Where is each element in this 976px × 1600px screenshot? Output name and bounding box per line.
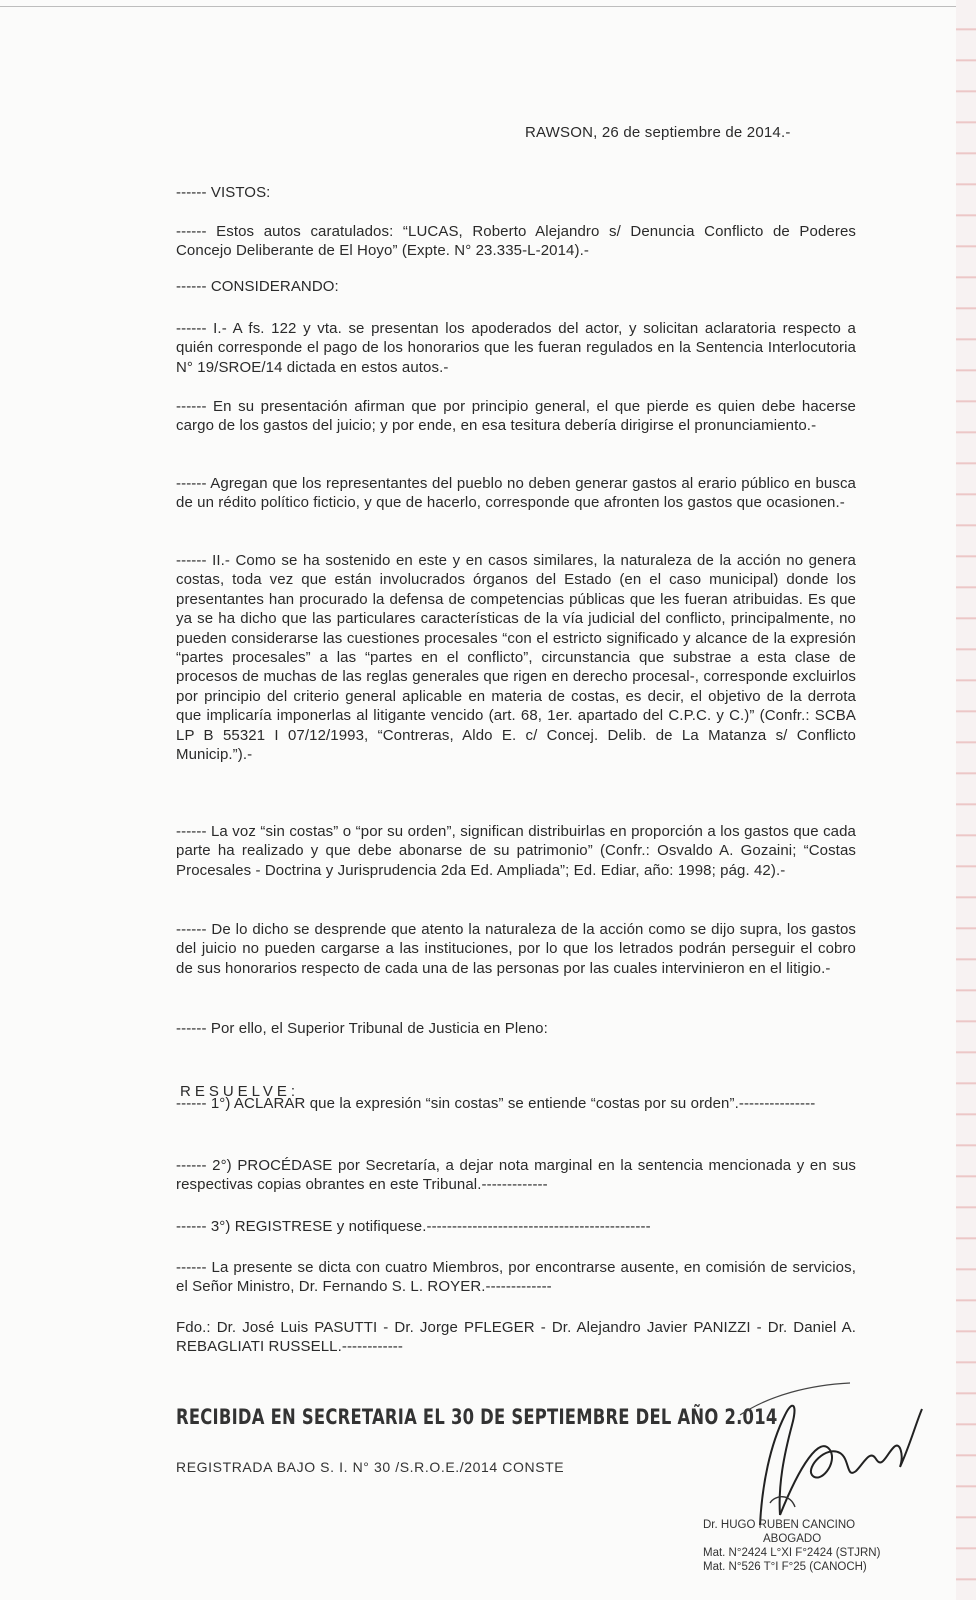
paragraph-caratula: ------ Estos autos caratulados: “LUCAS, Roberto Alejandro s/ Denuncia Conflicto de Poderes Concejo Deliberante de El Hoyo” (Expte. N° 23.335-L-2014).- (176, 223, 856, 260)
handwritten-signature (700, 1375, 930, 1535)
paragraph-composicion: ------ La presente se dicta con cuatro Miembros, por encontrarse ausente, en comisión de servicios, el Señor Ministro, Dr. Fernando S. L. ROYER.------------- (176, 1259, 856, 1296)
registered-stamp: REGISTRADA BAJO S. I. N° 30 /S.R.O.E./2014 CONSTE (176, 1459, 565, 1475)
resolution-item-3: ------ 3°) REGISTRESE y notifiquese.-------------------------------------------- (176, 1218, 651, 1235)
lawyer-name: Dr. HUGO RUBEN CANCINO (703, 1519, 856, 1531)
paragraph-considerando-6: ------ De lo dicho se desprende que atento la naturaleza de la acción como se dijo supra, los gastos del juicio no pueden cargarse a las instituciones, por lo que los letrados podrán perseguir el cobro de sus honorarios respecto de cada una de las personas por las cuales intervinieron en el litigio.- (176, 921, 856, 977)
considerando-heading: ------ CONSIDERANDO: (176, 278, 339, 295)
resolution-item-2: ------ 2°) PROCÉDASE por Secretaría, a dejar nota marginal en la sentencia mencionada y en sus respectivas copias obrantes en este Tribunal.------------- (176, 1157, 856, 1194)
lawyer-registration-1: Mat. N°2424 L°XI F°2424 (STJRN) (703, 1547, 881, 1559)
paragraph-considerando-1: ------ I.- A fs. 122 y vta. se presentan los apoderados del actor, y solicitan aclaratoria respecto a quién corresponde el pago de los honorarios que les fueran regulados en la Sentencia Interlocutoria N° 19/SROE/14 dictada en estos autos.- (176, 320, 856, 376)
vistos-heading: ------ VISTOS: (176, 184, 271, 201)
paragraph-considerando-5: ------ La voz “sin costas” o “por su orden”, significan distribuirlas en proporción a los gastos que cada parte ha realizado y que debe abonarse de su patrimonio” (Confr.: Osvaldo A. Gozaini; “Costas Procesales - Doctrina y Jurisprudencia 2da Ed. Ampliada”; Ed. Ediar, año: 1998; pág. 42).- (176, 823, 856, 879)
paragraph-considerando-4: ------ II.- Como se ha sostenido en este y en casos similares, la naturaleza de la acción no genera costas, toda vez que están involucrados órganos del Estado (en el caso municipal) donde los presentantes han procurado la defensa de competencias públicas que les fueran atribuidas. Es que ya se ha dicho que las particulares características de la vía judicial del conflicto, principalmente, no pueden considerarse las cuestiones procesales “con el estricto significado y alcance de la expresión “partes procesales” a las “partes en el conflicto”, circunstancia que substrae a esta clase de procesos de muchas de las reglas generales que rigen en derecho procesal-, corresponde excluirlos por principio del criterio general aplicable en materia de costas, es decir, el objetivo de la derrota que implicaría imponerlas al litigante vencido (art. 68, 1er. apartado del C.P.C. y C.)” (Confr.: SCBA LP B 55321 I 07/12/1993, “Contreras, Aldo E. c/ Concej. Delib. de La Matanza s/ Conflicto Municip.”).- (176, 552, 856, 764)
page-torn-edge (956, 0, 976, 1600)
paragraph-firmas: Fdo.: Dr. José Luis PASUTTI - Dr. Jorge PFLEGER - Dr. Alejandro Javier PANIZZI - Dr. Daniel A. REBAGLIATI RUSSELL.------------ (176, 1319, 856, 1356)
document-date: RAWSON, 26 de septiembre de 2014.- (525, 124, 791, 141)
paragraph-considerando-3: ------ Agregan que los representantes del pueblo no deben generar gastos al erario público en busca de un rédito político ficticio, y que de hacerlo, corresponde que afronten los gastos que ocasionen.- (176, 475, 856, 512)
lawyer-title: ABOGADO (763, 1533, 822, 1545)
resolution-item-1: ------ 1°) ACLARAR que la expresión “sin costas” se entiende “costas por su orden”.--------------- (176, 1095, 816, 1112)
paragraph-por-ello: ------ Por ello, el Superior Tribunal de Justicia en Pleno: (176, 1020, 548, 1037)
resuelve-heading: RESUELVE: (180, 1083, 300, 1100)
lawyer-registration-2: Mat. N°526 T°I F°25 (CANOCH) (703, 1561, 867, 1573)
page-top-edge (0, 6, 956, 7)
paragraph-considerando-2: ------ En su presentación afirman que por principio general, el que pierde es quien debe hacerse cargo de los gastos del juicio; y por ende, en esa tesitura debería dirigirse el pronunciamiento.- (176, 398, 856, 435)
lawyer-stamp (703, 1518, 883, 1574)
received-stamp: RECIBIDA EN SECRETARIA EL 30 DE SEPTIEMBRE DEL AÑO 2.014 (176, 1405, 778, 1429)
